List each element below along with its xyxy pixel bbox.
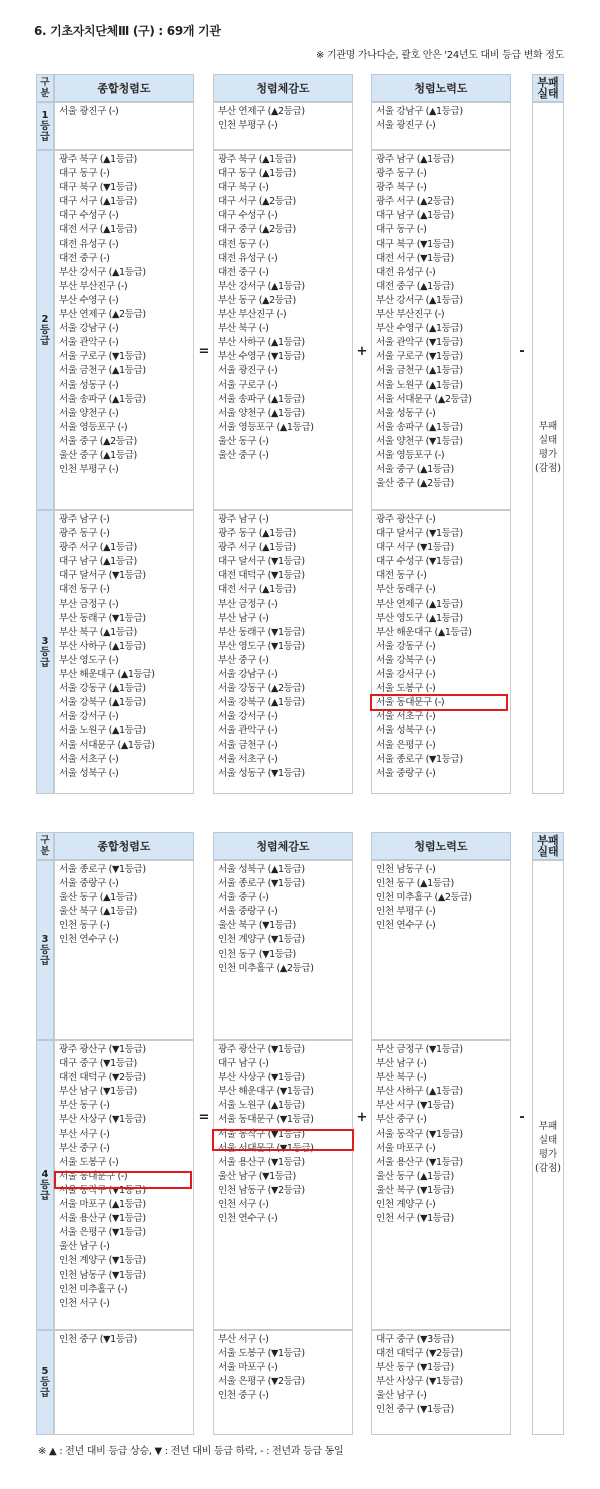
agency-entry: 서울 종로구 (▼1등급): [59, 864, 146, 875]
agency-entry: 서울 영등포구 (-): [376, 449, 445, 461]
agency-entry: 부산 수영구 (▼1등급): [218, 351, 305, 363]
agency-entry: 서울 성북구 (-): [59, 767, 119, 779]
equals-sign-1: =: [198, 344, 210, 359]
agency-entry: 서울 중구 (▲2등급): [59, 435, 137, 447]
agency-entry: 대전 유성구 (-): [59, 238, 119, 250]
agency-entry: 서울 마포구 (-): [218, 1362, 278, 1374]
agency-entry: 서울 강남구 (▲1등급): [376, 106, 463, 117]
agency-entry: 서울 강남구 (-): [218, 669, 278, 681]
agency-entry: 대구 중구 (▲2등급): [218, 224, 296, 236]
agency-entry: 울산 북구 (▼1등급): [218, 920, 296, 932]
agency-entry: 부산 중구 (-): [59, 1142, 110, 1154]
agency-entry: 인천 동구 (▲1등급): [376, 878, 454, 890]
agency-entry: 울산 남구 (-): [59, 1241, 110, 1253]
agency-entry: 서울 동작구 (▼1등급): [376, 1128, 463, 1140]
agency-entry: 서울 성동구 (-): [376, 407, 436, 419]
grade-label-2: 2등급: [36, 150, 54, 510]
legend-note: ※ ▲ : 전년 대비 등급 상승, ▼ : 전년 대비 등급 하락, - : 전년과 등급 동일: [38, 1446, 344, 1457]
agency-entry: 대구 수성구 (-): [218, 210, 278, 222]
agency-entry: 광주 동구 (-): [376, 168, 427, 180]
header-effort-2: 청렴노력도: [371, 832, 511, 860]
agency-entry: 서울 동작구 (▼1등급): [218, 1128, 305, 1140]
agency-entry: 부산 사상구 (▼1등급): [59, 1114, 146, 1126]
agency-entry: 대전 동구 (-): [376, 570, 427, 582]
agency-entry: 부산 동구 (-): [59, 1100, 110, 1112]
agency-entry: 서울 서대문구 (▼1등급): [218, 1142, 314, 1154]
agency-entry: 울산 중구 (▲1등급): [59, 449, 137, 461]
plus-sign-1: +: [356, 344, 368, 359]
agency-entry: 부산 남구 (-): [218, 612, 269, 624]
agency-entry: 서울 강남구 (-): [59, 323, 119, 335]
agency-entry: 인천 중구 (▼1등급): [376, 1404, 454, 1416]
agency-entry: 광주 북구 (▲1등급): [59, 154, 137, 165]
agency-entry: 서울 강서구 (-): [218, 711, 278, 723]
agency-entry: 인천 남동구 (-): [376, 864, 436, 875]
agency-entry: 울산 남구 (▼1등급): [218, 1170, 296, 1182]
agency-entry: 광주 남구 (-): [218, 514, 269, 525]
agency-entry: 부산 북구 (-): [218, 323, 269, 335]
g2-perception-cell: [213, 150, 353, 510]
header-perception-2: 청렴체감도: [213, 832, 353, 860]
agency-entry: 부산 영도구 (-): [59, 654, 119, 666]
agency-entry: 부산 북구 (▲1등급): [59, 626, 137, 638]
corruption-side-2: 부패 실태 평가 (감점): [532, 860, 564, 1435]
agency-entry: 부산 강서구 (▲1등급): [376, 294, 463, 306]
agency-entry: 울산 북구 (▼1등급): [376, 1184, 454, 1196]
agency-entry: 광주 광산구 (▼1등급): [218, 1044, 305, 1055]
g3a-perception-cell: [213, 510, 353, 794]
agency-entry: 부산 사하구 (▲1등급): [376, 1086, 463, 1098]
agency-entry: 부산 부산진구 (-): [59, 280, 128, 292]
agency-entry: 부산 수영구 (▲1등급): [376, 323, 463, 335]
agency-entry: 인천 서구 (-): [218, 1199, 269, 1211]
agency-entry: 대전 동구 (-): [59, 584, 110, 596]
agency-entry: 인천 남동구 (▼2등급): [218, 1184, 305, 1196]
agency-entry: 인천 연수구 (-): [376, 920, 436, 932]
agency-entry: 서울 구로구 (▼1등급): [59, 351, 146, 363]
agency-entry: 인천 미추홀구 (▲2등급): [376, 892, 472, 904]
agency-entry: 대구 수성구 (▼1등급): [376, 556, 463, 568]
agency-entry: 부산 연제구 (▲2등급): [218, 106, 305, 117]
agency-entry: 서울 은평구 (▼1등급): [59, 1227, 146, 1239]
agency-entry: 서울 서대문구 (▲1등급): [59, 739, 155, 751]
agency-entry: 서울 금천구 (-): [218, 739, 278, 751]
header-corruption-2: 부패실태: [532, 832, 564, 860]
agency-entry: 서울 양천구 (-): [59, 407, 119, 419]
agency-entry: 서울 도봉구 (-): [376, 683, 436, 695]
agency-entry: 대구 동구 (▲1등급): [218, 168, 296, 180]
g1-overall-cell: [54, 102, 194, 150]
agency-entry: 부산 동래구 (▼1등급): [59, 612, 146, 624]
sort-note: ※ 기관명 가나다순, 괄호 안은 '24년도 대비 등급 변화 정도: [316, 50, 564, 61]
agency-entry: 광주 남구 (-): [59, 514, 110, 525]
agency-entry: 부산 금정구 (-): [218, 598, 278, 610]
agency-entry: 서울 강동구 (▲2등급): [218, 683, 305, 695]
agency-entry: 서울 양천구 (▼1등급): [376, 435, 463, 447]
agency-entry: 서울 서초구 (-): [59, 753, 119, 765]
agency-entry: 서울 노원구 (▲1등급): [59, 725, 146, 737]
agency-entry: 서울 중랑구 (-): [376, 767, 436, 779]
table-section-1: [36, 74, 564, 794]
grade-label-3b: 3등급: [36, 860, 54, 1040]
agency-entry: 서울 송파구 (▲1등급): [376, 421, 463, 433]
agency-entry: 인천 남동구 (▼1등급): [59, 1269, 146, 1281]
agency-entry: 대전 대덕구 (▼2등급): [376, 1348, 463, 1360]
grade-label-1: 1등급: [36, 102, 54, 150]
agency-entry: 대전 유성구 (-): [218, 252, 278, 264]
agency-entry: 서울 노원구 (▲1등급): [218, 1100, 305, 1112]
agency-entry: 서울 강북구 (-): [376, 654, 436, 666]
g4-effort-cell: [371, 1040, 511, 1330]
agency-entry: 서울 중구 (▲1등급): [376, 464, 454, 476]
agency-entry: 서울 관악구 (-): [218, 725, 278, 737]
agency-entry: 대전 중구 (-): [59, 252, 110, 264]
agency-entry: 부산 서구 (-): [59, 1128, 110, 1140]
agency-entry: 부산 강서구 (▲1등급): [59, 266, 146, 278]
agency-entry: 인천 중구 (▼1등급): [59, 1334, 137, 1345]
agency-entry: 인천 중구 (-): [218, 1390, 269, 1402]
g3a-effort-cell: [371, 510, 511, 794]
agency-entry: 서울 양천구 (▲1등급): [218, 407, 305, 419]
agency-entry: 부산 서구 (▼1등급): [376, 1100, 454, 1112]
agency-entry: 부산 중구 (-): [376, 1114, 427, 1126]
agency-entry: 부산 동래구 (-): [376, 584, 436, 596]
agency-entry: 부산 해운대구 (▲1등급): [59, 669, 155, 681]
agency-entry: 대전 중구 (-): [218, 266, 269, 278]
agency-entry: 인천 서구 (▼1등급): [376, 1213, 454, 1225]
agency-entry: 울산 중구 (▲2등급): [376, 478, 454, 490]
agency-entry: 광주 동구 (▲1등급): [218, 528, 296, 540]
agency-entry: 부산 동구 (▼1등급): [376, 1362, 454, 1374]
agency-entry: 인천 부평구 (-): [376, 906, 436, 918]
agency-entry: 인천 연수구 (-): [218, 1213, 278, 1225]
grade-label-5: 5등급: [36, 1330, 54, 1435]
header-gubun-2: 구분: [36, 832, 54, 860]
header-overall-2: 종합청렴도: [54, 832, 194, 860]
header-effort: 청렴노력도: [371, 74, 511, 102]
agency-entry: 서울 송파구 (▲1등급): [218, 393, 305, 405]
g4-perception-cell: [213, 1040, 353, 1330]
agency-entry: 서울 종로구 (▼1등급): [218, 878, 305, 890]
agency-entry: 광주 서구 (▲1등급): [218, 542, 296, 554]
agency-entry: 서울 은평구 (▼2등급): [218, 1376, 305, 1388]
agency-entry: 대구 동구 (-): [376, 224, 427, 236]
page-title: 6. 기초자치단체Ⅲ (구) : 69개 기관: [34, 24, 221, 38]
agency-entry: 울산 중구 (-): [218, 449, 269, 461]
agency-entry: 서울 성북구 (▲1등급): [218, 864, 305, 875]
agency-entry: 부산 서구 (-): [218, 1334, 269, 1345]
agency-entry: 서울 성동구 (-): [59, 379, 119, 391]
agency-entry: 서울 송파구 (▲1등급): [59, 393, 146, 405]
agency-entry: 서울 노원구 (▲1등급): [376, 379, 463, 391]
agency-entry: 서울 서초구 (-): [218, 753, 278, 765]
header-corruption: 부패실태: [532, 74, 564, 102]
agency-entry: 부산 사상구 (▼1등급): [376, 1376, 463, 1388]
agency-entry: 서울 은평구 (-): [376, 739, 436, 751]
agency-entry: 서울 동작구 (▼1등급): [59, 1184, 146, 1196]
highlight-box-3: [54, 1171, 192, 1189]
g3a-overall-cell: [54, 510, 194, 794]
agency-entry: 서울 광진구 (-): [218, 365, 278, 377]
g3b-perception-cell: [213, 860, 353, 1040]
agency-entry: 인천 계양구 (▼1등급): [218, 934, 305, 946]
agency-entry: 대전 서구 (▼1등급): [376, 252, 454, 264]
agency-entry: 부산 해운대구 (▼1등급): [218, 1086, 314, 1098]
agency-entry: 대구 남구 (▲1등급): [376, 210, 454, 222]
agency-entry: 서울 마포구 (▲1등급): [59, 1199, 146, 1211]
agency-entry: 서울 중랑구 (-): [59, 878, 119, 890]
agency-entry: 대구 달서구 (▼1등급): [376, 528, 463, 540]
table-section-2: [36, 832, 564, 1435]
g2-effort-cell: [371, 150, 511, 510]
agency-entry: 대구 서구 (▲1등급): [59, 196, 137, 208]
agency-entry: 대전 서구 (▲1등급): [218, 584, 296, 596]
g1-effort-cell: [371, 102, 511, 150]
agency-entry: 대구 남구 (-): [218, 1058, 269, 1070]
agency-entry: 대구 남구 (▲1등급): [59, 556, 137, 568]
agency-entry: 울산 동구 (▲1등급): [59, 892, 137, 904]
agency-entry: 서울 영등포구 (-): [59, 421, 128, 433]
agency-entry: 울산 남구 (-): [376, 1390, 427, 1402]
minus-sign-2: -: [519, 1110, 525, 1125]
agency-entry: 부산 연제구 (▲2등급): [59, 309, 146, 321]
agency-entry: 서울 강동구 (▲1등급): [59, 683, 146, 695]
corruption-side-1: 부패 실태 평가 (감점): [532, 102, 564, 794]
agency-entry: 광주 서구 (▲2등급): [376, 196, 454, 208]
header-overall: 종합청렴도: [54, 74, 194, 102]
agency-entry: 광주 북구 (-): [376, 182, 427, 194]
agency-entry: 인천 동구 (-): [59, 920, 110, 932]
g1-perception-cell: [213, 102, 353, 150]
agency-entry: 서울 영등포구 (▲1등급): [218, 421, 314, 433]
agency-entry: 대구 서구 (▲2등급): [218, 196, 296, 208]
agency-entry: 대구 서구 (▼1등급): [376, 542, 454, 554]
agency-entry: 서울 금천구 (▲1등급): [376, 365, 463, 377]
agency-entry: 대구 북구 (▼1등급): [376, 238, 454, 250]
agency-entry: 부산 사하구 (▲1등급): [59, 640, 146, 652]
agency-entry: 광주 광산구 (▼1등급): [59, 1044, 146, 1055]
agency-entry: 대전 대덕구 (▼1등급): [218, 570, 305, 582]
agency-entry: 서울 구로구 (-): [218, 379, 278, 391]
agency-entry: 부산 부산진구 (-): [376, 309, 445, 321]
agency-entry: 부산 동래구 (▼1등급): [218, 626, 305, 638]
agency-entry: 서울 종로구 (▼1등급): [376, 753, 463, 765]
agency-entry: 부산 사상구 (▼1등급): [218, 1072, 305, 1084]
agency-entry: 인천 동구 (▼1등급): [218, 948, 296, 960]
agency-entry: 대구 중구 (▼1등급): [59, 1058, 137, 1070]
agency-entry: 서울 용산구 (▼1등급): [376, 1156, 463, 1168]
agency-entry: 서울 도봉구 (-): [59, 1156, 119, 1168]
agency-entry: 대구 수성구 (-): [59, 210, 119, 222]
grade-label-3a: 3등급: [36, 510, 54, 794]
agency-entry: 광주 남구 (▲1등급): [376, 154, 454, 165]
agency-entry: 부산 연제구 (▲1등급): [376, 598, 463, 610]
agency-entry: 부산 중구 (-): [218, 654, 269, 666]
agency-entry: 부산 남구 (-): [376, 1058, 427, 1070]
agency-entry: 서울 강서구 (-): [376, 669, 436, 681]
agency-entry: 부산 남구 (▼1등급): [59, 1086, 137, 1098]
g5-overall-cell: [54, 1330, 194, 1435]
agency-entry: 인천 부평구 (-): [218, 120, 278, 132]
highlight-box-1: [370, 694, 508, 711]
agency-entry: 서울 금천구 (▲1등급): [59, 365, 146, 377]
agency-entry: 대전 중구 (▲1등급): [376, 280, 454, 292]
agency-entry: 대전 유성구 (-): [376, 266, 436, 278]
agency-entry: 서울 성동구 (▼1등급): [218, 767, 305, 779]
agency-entry: 광주 서구 (▲1등급): [59, 542, 137, 554]
g5-effort-cell: [371, 1330, 511, 1435]
agency-entry: 대전 서구 (▲1등급): [59, 224, 137, 236]
agency-entry: 인천 서구 (-): [59, 1297, 110, 1309]
agency-entry: 부산 사하구 (▲1등급): [218, 337, 305, 349]
g3b-overall-cell: [54, 860, 194, 1040]
minus-sign-1: -: [519, 344, 525, 359]
agency-entry: 대전 대덕구 (▼2등급): [59, 1072, 146, 1084]
g3b-effort-cell: [371, 860, 511, 1040]
grade-label-4: 4등급: [36, 1040, 54, 1330]
agency-entry: 인천 부평구 (-): [59, 464, 119, 476]
agency-entry: 부산 해운대구 (▲1등급): [376, 626, 472, 638]
agency-entry: 부산 금정구 (▼1등급): [376, 1044, 463, 1055]
agency-entry: 서울 강서구 (-): [59, 711, 119, 723]
equals-sign-2: =: [198, 1110, 210, 1125]
agency-entry: 서울 중구 (-): [218, 892, 269, 904]
plus-sign-2: +: [356, 1110, 368, 1125]
agency-entry: 인천 연수구 (-): [59, 934, 119, 946]
agency-entry: 서울 강동구 (-): [376, 640, 436, 652]
agency-entry: 서울 관악구 (▼1등급): [376, 337, 463, 349]
agency-entry: 서울 광진구 (-): [376, 120, 436, 132]
agency-entry: 서울 서초구 (-): [376, 711, 436, 723]
g2-overall-cell: [54, 150, 194, 510]
agency-entry: 부산 영도구 (▼1등급): [218, 640, 305, 652]
agency-entry: 인천 계양구 (-): [376, 1199, 436, 1211]
agency-entry: 서울 강북구 (▲1등급): [59, 697, 146, 709]
agency-entry: 서울 동대문구 (▼1등급): [218, 1114, 314, 1126]
agency-entry: 울산 동구 (▲1등급): [376, 1170, 454, 1182]
agency-entry: 서울 관악구 (-): [59, 337, 119, 349]
agency-entry: 부산 부산진구 (-): [218, 309, 287, 321]
agency-entry: 울산 북구 (▲1등급): [59, 906, 137, 918]
agency-entry: 부산 금정구 (-): [59, 598, 119, 610]
agency-entry: 대구 달서구 (▼1등급): [59, 570, 146, 582]
agency-entry: 서울 용산구 (▼1등급): [218, 1156, 305, 1168]
agency-entry: 서울 강북구 (▲1등급): [218, 697, 305, 709]
agency-entry: 서울 동대문구 (-): [376, 697, 445, 709]
agency-entry: 대구 중구 (▼3등급): [376, 1334, 454, 1345]
agency-entry: 서울 마포구 (-): [376, 1142, 436, 1154]
agency-entry: 대구 달서구 (▼1등급): [218, 556, 305, 568]
header-gubun: 구분: [36, 74, 54, 102]
agency-entry: 부산 영도구 (▲1등급): [376, 612, 463, 624]
agency-entry: 서울 동대문구 (-): [59, 1170, 128, 1182]
agency-entry: 부산 강서구 (▲1등급): [218, 280, 305, 292]
agency-entry: 대전 동구 (-): [218, 238, 269, 250]
agency-entry: 광주 북구 (▲1등급): [218, 154, 296, 165]
agency-entry: 서울 용산구 (▼1등급): [59, 1213, 146, 1225]
agency-entry: 서울 도봉구 (▼1등급): [218, 1348, 305, 1360]
agency-entry: 대구 북구 (▼1등급): [59, 182, 137, 194]
agency-entry: 대구 북구 (-): [218, 182, 269, 194]
agency-entry: 인천 미추홀구 (▲2등급): [218, 962, 314, 974]
agency-entry: 광주 동구 (-): [59, 528, 110, 540]
agency-entry: 대구 동구 (-): [59, 168, 110, 180]
highlight-box-2: [212, 1129, 354, 1151]
agency-entry: 서울 서대문구 (▲2등급): [376, 393, 472, 405]
agency-entry: 서울 성북구 (-): [376, 725, 436, 737]
agency-entry: 인천 미추홀구 (-): [59, 1283, 128, 1295]
agency-entry: 광주 광산구 (-): [376, 514, 436, 525]
agency-entry: 서울 구로구 (▼1등급): [376, 351, 463, 363]
agency-entry: 부산 북구 (-): [376, 1072, 427, 1084]
agency-entry: 서울 중랑구 (-): [218, 906, 278, 918]
agency-entry: 울산 동구 (-): [218, 435, 269, 447]
agency-entry: 부산 동구 (▲2등급): [218, 294, 296, 306]
agency-entry: 서울 광진구 (-): [59, 106, 119, 117]
g5-perception-cell: [213, 1330, 353, 1435]
header-perception: 청렴체감도: [213, 74, 353, 102]
agency-entry: 인천 계양구 (▼1등급): [59, 1255, 146, 1267]
agency-entry: 부산 수영구 (-): [59, 294, 119, 306]
